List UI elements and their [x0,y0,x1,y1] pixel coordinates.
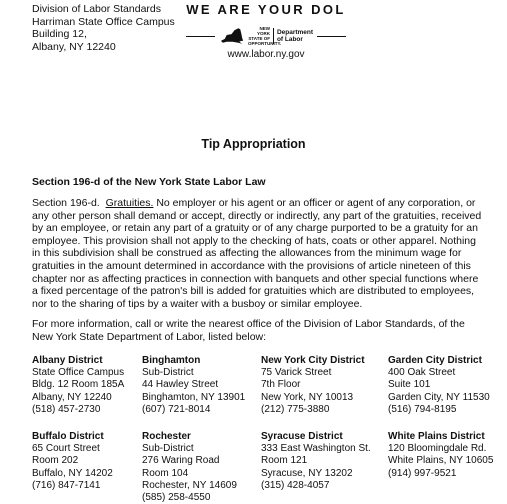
dol-logo [186,26,346,46]
office-line: (607) 721-8014 [142,403,211,415]
office-line: (716) 847-7141 [32,479,101,491]
office-syracuse [261,431,371,492]
department-name [277,29,313,43]
office-name: Rochester [142,431,191,442]
address-line: Division of Labor Standards [32,3,161,15]
office-line: New York, NY 10013 [261,391,354,403]
new-york-state-icon [219,27,246,45]
law-line [32,197,481,210]
law-line: nor to the sharing of tips by a waiter with a busboy or similar employee. [32,297,363,310]
office-line: (516) 794-8195 [388,403,457,415]
more-info-line: For more information, call or write the nearest office of the Division of Labor Standards, of the [32,318,465,330]
office-line: (315) 428-4057 [261,479,330,491]
office-line: Suite 101 [388,379,431,391]
logo-rule-left [186,36,215,37]
office-line: 276 Waring Road [142,455,220,467]
office-line: Bldg. 12 Room 185A [32,379,125,391]
office-line: 333 East Washington St. [261,443,371,455]
office-albany [32,355,124,416]
office-name: Binghamton [142,355,201,366]
office-name: Syracuse District [261,431,343,442]
return-address [32,3,175,53]
website-url: www.labor.ny.gov [227,49,305,60]
address-line: Harriman State Office Campus [32,15,175,28]
office-name: New York City District [261,355,365,366]
section-term: Gratuities. [105,197,154,209]
office-line: 120 Bloomingdale Rd. [388,443,487,455]
office-line: Sub-District [142,443,194,455]
office-line: White Plains, NY 10605 [388,455,494,467]
office-line: 7th Floor [261,379,301,391]
section-text: No employer or his agent or an officer or agent of any corporation, or [153,197,476,209]
more-info-line: New York State Department of Labor, listed below: [32,330,267,343]
office-line: (585) 258-4550 [142,492,211,504]
page-title: Tip Appropriation [201,137,306,151]
office-line: Rochester, NY 14609 [142,479,237,491]
office-line: (212) 775-3880 [261,403,330,415]
law-line: chapter nor as affecting practices in connection with banquets and other special functions where [32,272,479,285]
office-line: State Office Campus [32,367,125,379]
office-line: Room 202 [32,455,79,467]
law-line: gratuities in the amount determined in accordance with the provisions of article nineteen of this [32,259,471,272]
slogan: WE ARE YOUR DOL [186,2,346,17]
office-line: Albany, NY 12240 [32,391,112,403]
office-line: 75 Varick Street [261,367,332,379]
office-line: (518) 457-2730 [32,403,101,415]
office-line: (914) 997-9521 [388,467,457,479]
dol-letterhead [186,2,346,60]
logo-divider [273,28,274,44]
office-line: Room 121 [261,455,308,467]
office-name: White Plains District [388,431,485,442]
office-name: Buffalo District [32,431,104,442]
office-garden-city [388,355,490,416]
office-line: Garden City, NY 11530 [388,391,490,403]
logo-rule-right [317,36,346,37]
office-line: 65 Court Street [32,443,100,455]
law-line: by an employee, or retain any part of a gratuity or of any charge purported to be a gratuity for an [32,222,478,235]
office-new-york-city [261,355,365,416]
office-rochester [142,431,237,504]
office-line: Room 104 [142,467,189,479]
address-line: Albany, NY 12240 [32,40,116,53]
law-line: in this subdivision shall be construed as affecting the allowances from the minimum wage for [32,247,462,260]
office-line: 44 Hawley Street [142,379,219,391]
dept-line: Department [276,29,314,36]
law-line: employee. This provision shall not apply to the checking of hats, coats or other apparel. Nothing [32,234,476,247]
office-line: 400 Oak Street [388,367,456,379]
law-line: any other person shall demand or accept, directly or indirectly, any part of the gratuities, received [32,209,482,222]
section-lead: Section 196-d. [32,197,100,209]
address-line: Building 12, [32,28,87,40]
dept-line: of Labor [276,36,303,43]
law-line: a fixed percentage of the patron's bill is added for gratuities which are distributed to employees, [32,285,475,298]
office-line: Buffalo, NY 14202 [32,467,113,479]
office-line: Syracuse, NY 13202 [261,467,353,479]
office-name: Garden City District [388,355,482,366]
logo-caption: NEW YORK STATE OF OPPORTUNITY. [247,26,282,46]
office-name: Albany District [32,355,103,366]
law-text [32,197,481,310]
office-line: Binghamton, NY 13901 [142,391,246,403]
office-white-plains [388,431,493,480]
office-line: Sub-District [142,367,194,379]
section-heading: Section 196-d of the New York State Labor Law [32,176,266,188]
office-binghamton [142,355,245,416]
more-info [32,318,465,343]
office-buffalo [32,431,113,492]
